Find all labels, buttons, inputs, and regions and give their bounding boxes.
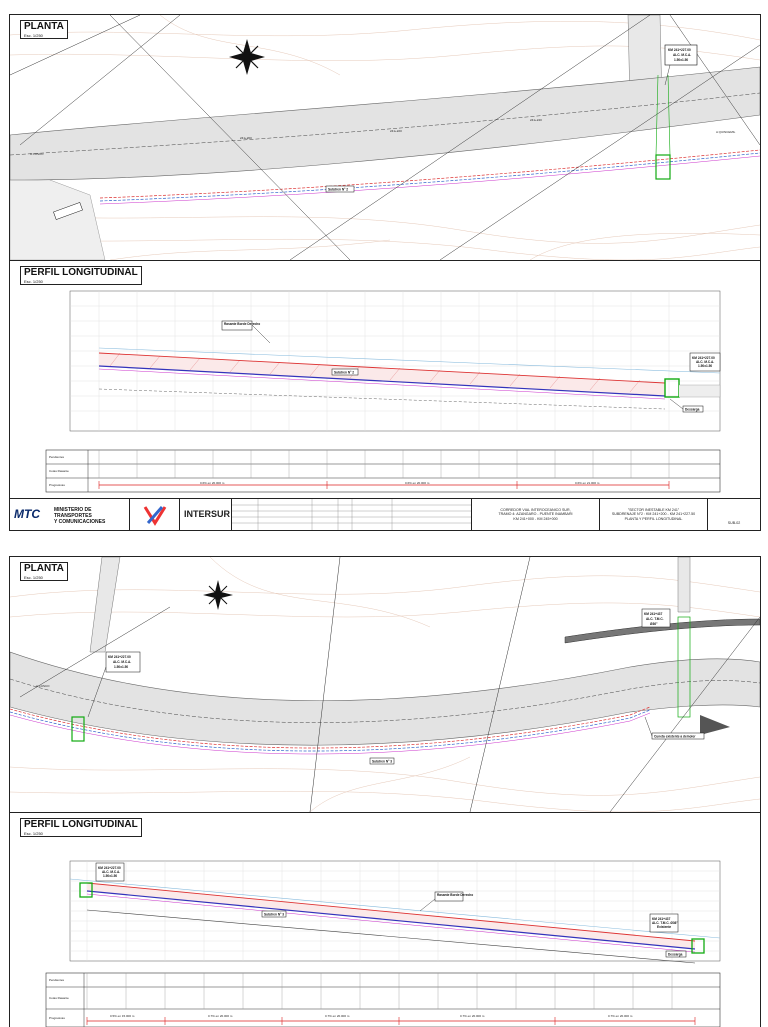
gravel-fill bbox=[90, 557, 120, 652]
ministry-name-line-1: MINISTERIO DE TRANSPORTES bbox=[54, 507, 92, 519]
culvert-right-line-1: KM 241+437 bbox=[644, 612, 663, 616]
culvert-label-line-2: ALC. M.C.A. bbox=[673, 53, 692, 57]
plan-title-2 bbox=[20, 562, 68, 581]
plan-title-text-2: PLANTA bbox=[24, 563, 64, 574]
row-label-slopes: Pendientes bbox=[49, 455, 65, 459]
segment-label-2: 0.6% en 20.000 m bbox=[405, 481, 430, 485]
culvert-left-line-1: KM 241+227.00 bbox=[108, 655, 131, 659]
profile-scale-text: Esc. 1/250 bbox=[24, 279, 43, 284]
row-label-elevations-2: Cotas Rasante bbox=[49, 996, 69, 1000]
ositran-logo-icon bbox=[130, 499, 180, 531]
profile2-culvert-right-1: KM 241+437 bbox=[652, 917, 671, 921]
project-line-1: CORREDOR VIAL INTEROCEANICO SUR, bbox=[500, 508, 571, 512]
outfall-structure bbox=[700, 715, 730, 735]
drawing-sheet-1 bbox=[9, 14, 761, 531]
direction-right-label: A QUINCEMIL bbox=[716, 130, 736, 134]
row-label-elevations: Cotas Rasante bbox=[49, 469, 69, 473]
ministry-logo bbox=[10, 499, 130, 531]
segment-label-2-4: 0.7% en 20.000 m bbox=[460, 1014, 485, 1018]
existing-ground-line bbox=[70, 879, 720, 938]
intersur-logo-text: INTERSUR bbox=[184, 509, 231, 519]
profile2-culvert-left-2: ALC. M.C.A. bbox=[102, 870, 121, 874]
culvert-right-line-3: Ø36" bbox=[650, 622, 658, 626]
station-label-a: 241+200 bbox=[240, 136, 252, 140]
profile-scale-text-2: Esc. 1/250 bbox=[24, 831, 43, 836]
segment-label-1: 0.6% en 20.000 m bbox=[200, 481, 225, 485]
project-name bbox=[472, 499, 600, 531]
ditch-label: Subdren N° 2 bbox=[328, 187, 349, 192]
sheet-code-text: SUB-02 bbox=[727, 521, 741, 525]
drawing-sheet-2 bbox=[9, 556, 761, 1027]
direction-left-label: A CUSCO bbox=[30, 152, 44, 156]
profile2-culvert-right-2: ALC. T.M.C. Ø36" bbox=[652, 921, 678, 925]
profile-table-1 bbox=[46, 450, 720, 492]
revision-table bbox=[232, 499, 472, 531]
project-line-2: TRAMO 4: AZANGARO - PUENTE INAMBARI bbox=[498, 512, 573, 517]
plan-title-text: PLANTA bbox=[24, 21, 64, 32]
sheet-code bbox=[708, 499, 760, 531]
discharge-label-2: Descarga bbox=[668, 952, 683, 957]
culvert-profile bbox=[665, 379, 679, 397]
fill-band bbox=[87, 883, 695, 949]
culvert-label-line-3: 1.50x1.50 bbox=[674, 58, 689, 62]
curb-line bbox=[87, 883, 695, 941]
profile-culvert-line-2: ALC. M.C.A. bbox=[696, 360, 715, 364]
segment-label-2-5: 0.7% en 20.000 m bbox=[608, 1014, 633, 1018]
plan-view-1 bbox=[10, 15, 760, 261]
culvert-left-line-3: 1.50x1.50 bbox=[114, 665, 129, 669]
mtc-logo-text: MTC bbox=[14, 507, 40, 521]
description-line-2: SUBDRENAJE N°2 : KM 241+200 - KM 241+227.50 bbox=[611, 512, 696, 517]
culvert-right-line-2: ALC. T.M.C. bbox=[646, 617, 664, 621]
segment-label-2-1: 0.5% en 15.000 m bbox=[110, 1014, 135, 1018]
profile-view-2 bbox=[10, 813, 760, 1027]
discharge-label: Descarga bbox=[685, 407, 700, 412]
segment-label-3: 0.6% en 21.000 m bbox=[575, 481, 600, 485]
plan-scale-text: Esc. 1/250 bbox=[24, 33, 43, 38]
profile-grid bbox=[70, 861, 720, 961]
plan-scale-text-2: Esc. 1/250 bbox=[24, 575, 43, 580]
description-line-1: "SECTOR INESTABLE KM 241" bbox=[627, 508, 680, 512]
ditch-label-2: Subdren N° 3 bbox=[372, 759, 393, 764]
cuneta-label: Cuneta existente a demoler bbox=[654, 734, 696, 739]
profile-culvert-line-1: KM 241+227.00 bbox=[692, 356, 715, 360]
ministry-name-line-2: Y COMUNICACIONES bbox=[54, 519, 106, 525]
profile-title-text: PERFIL LONGITUDINAL bbox=[24, 267, 138, 278]
profile-table-2 bbox=[46, 973, 720, 1027]
culvert-left-line-2: ALC. M.C.A. bbox=[113, 660, 132, 664]
station-label-c: 241+240 bbox=[530, 118, 542, 122]
profile-view-1 bbox=[10, 261, 760, 497]
intersur-logo bbox=[180, 499, 232, 531]
profile-drawing-2 bbox=[10, 813, 760, 1027]
ministry-name bbox=[54, 507, 129, 525]
curb-label-2: Rasante Borde Derecho bbox=[437, 893, 474, 897]
plan-drawing-2 bbox=[10, 557, 760, 812]
description-line-3: PLANTA Y PERFIL LONGITUDINAL bbox=[624, 516, 683, 521]
profile2-culvert-right-3: Existente bbox=[657, 925, 672, 929]
plan-view-2 bbox=[10, 557, 760, 813]
segment-label-2-2: 0.7% en 20.000 m bbox=[208, 1014, 233, 1018]
curb-label: Rasante Borde Derecho bbox=[224, 322, 261, 326]
profile-title-2 bbox=[20, 818, 142, 837]
plan-title-1 bbox=[20, 20, 68, 39]
profile-culvert-line-3: 1.50x1.50 bbox=[698, 364, 713, 368]
drawing-description bbox=[600, 499, 708, 531]
north-arrow-icon bbox=[203, 580, 233, 610]
profile-ditch-label: Subdren N° 2 bbox=[334, 370, 355, 375]
north-arrow-icon bbox=[229, 39, 265, 75]
row-label-stations-2: Progresivas bbox=[49, 1016, 65, 1020]
plan-drawing-1 bbox=[10, 15, 760, 260]
ditch-profile-line bbox=[87, 891, 695, 949]
direction-left-label-2: A CUSCO bbox=[36, 684, 50, 688]
profile-drawing-1 bbox=[10, 261, 760, 497]
profile-ditch-label-2: Subdren N° 3 bbox=[264, 912, 285, 917]
segment-label-2-3: 0.7% en 20.000 m bbox=[325, 1014, 350, 1018]
profile2-culvert-left-3: 1.50x1.50 bbox=[103, 874, 118, 878]
profile-title-1 bbox=[20, 266, 142, 285]
station-label-b: 241+220 bbox=[390, 129, 402, 133]
row-label-stations: Progresivas bbox=[49, 483, 65, 487]
road-surface bbox=[10, 67, 760, 180]
project-line-3: KM 241+000 - KM 245+000 bbox=[513, 516, 558, 521]
row-label-slopes-2: Pendientes bbox=[49, 978, 65, 982]
profile-title-text-2: PERFIL LONGITUDINAL bbox=[24, 819, 138, 830]
culvert-label-line-1: KM 241+227.00 bbox=[668, 48, 691, 52]
profile2-culvert-left-1: KM 241+227.00 bbox=[98, 866, 121, 870]
title-block bbox=[10, 498, 760, 531]
